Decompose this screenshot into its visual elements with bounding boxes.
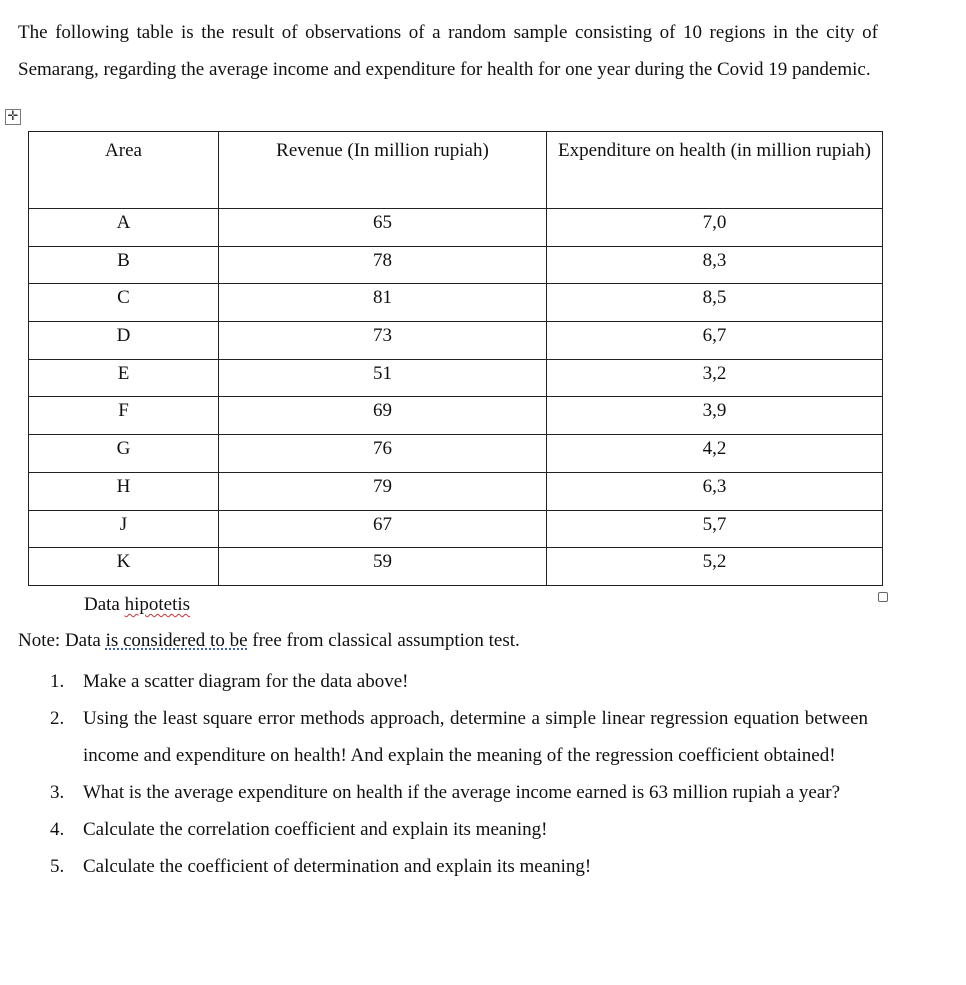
- cell-area: D: [29, 322, 219, 360]
- cell-revenue: 76: [219, 435, 547, 473]
- question-text: Make a scatter diagram for the data above!: [83, 671, 409, 692]
- assumption-note: [18, 630, 520, 652]
- cell-area: G: [29, 435, 219, 473]
- intro-paragraph: The following table is the result of observations of a random sample consisting of 10 regions in the city of Semarang, regarding the average income and expenditure for health for one year during the Covid 19 pandemic.: [18, 22, 878, 80]
- cell-expenditure: 6,7: [547, 322, 883, 360]
- table-row: [29, 246, 883, 284]
- table-move-handle-icon[interactable]: ✛: [5, 109, 21, 125]
- cell-expenditure: 8,3: [547, 246, 883, 284]
- cell-area: F: [29, 397, 219, 435]
- question-text: Calculate the correlation coefficient and explain its meaning!: [83, 819, 548, 840]
- table-row: [29, 284, 883, 322]
- cell-revenue: 81: [219, 284, 547, 322]
- list-item: [50, 700, 868, 774]
- cell-expenditure: 7,0: [547, 209, 883, 247]
- table-row: [29, 359, 883, 397]
- table-header-row: [29, 132, 883, 209]
- cell-revenue: 65: [219, 209, 547, 247]
- cell-area: K: [29, 548, 219, 586]
- data-note-word: hipotetis: [124, 594, 191, 615]
- cell-revenue: 73: [219, 322, 547, 360]
- cell-expenditure: 6,3: [547, 472, 883, 510]
- cell-area: H: [29, 472, 219, 510]
- note-dotted-phrase: is considered to be: [105, 630, 248, 651]
- cell-revenue: 51: [219, 359, 547, 397]
- question-number: 2.: [50, 708, 65, 729]
- table-row: [29, 510, 883, 548]
- question-number: 1.: [50, 671, 65, 692]
- header-area: Area: [29, 132, 219, 209]
- cell-revenue: 79: [219, 472, 547, 510]
- question-number: 5.: [50, 856, 65, 877]
- cell-area: J: [29, 510, 219, 548]
- question-list: [50, 663, 868, 885]
- cell-revenue: 59: [219, 548, 547, 586]
- cell-expenditure: 3,2: [547, 359, 883, 397]
- note-prefix: Note: Data: [18, 630, 106, 651]
- list-item: [50, 774, 868, 811]
- header-revenue: Revenue (In million rupiah): [219, 132, 547, 209]
- question-text: Calculate the coefficient of determination and explain its meaning!: [83, 856, 592, 877]
- table-row: [29, 397, 883, 435]
- question-text: What is the average expenditure on health if the average income earned is 63 million rupiah a year?: [83, 782, 841, 803]
- data-note-prefix: Data: [84, 594, 125, 615]
- question-number: 3.: [50, 782, 65, 803]
- header-expenditure: Expenditure on health (in million rupiah): [547, 132, 883, 209]
- cell-revenue: 78: [219, 246, 547, 284]
- cell-area: A: [29, 209, 219, 247]
- cell-expenditure: 5,7: [547, 510, 883, 548]
- table-row: [29, 322, 883, 360]
- list-item: [50, 663, 868, 700]
- data-source-note: [84, 594, 190, 616]
- cell-revenue: 69: [219, 397, 547, 435]
- cell-expenditure: 3,9: [547, 397, 883, 435]
- note-suffix: free from classical assumption test.: [247, 630, 520, 651]
- cell-area: B: [29, 246, 219, 284]
- table-row: [29, 472, 883, 510]
- table-resize-handle[interactable]: [878, 592, 888, 602]
- list-item: [50, 811, 868, 848]
- cell-revenue: 67: [219, 510, 547, 548]
- data-table: [28, 131, 883, 586]
- question-text: Using the least square error methods approach, determine a simple linear regression equation between income and expenditure on health! And explain the meaning of the regression coefficient obtained!: [83, 708, 868, 766]
- list-item: [50, 848, 868, 885]
- table-row: [29, 209, 883, 247]
- cell-area: E: [29, 359, 219, 397]
- question-number: 4.: [50, 819, 65, 840]
- table-row: [29, 548, 883, 586]
- cell-area: C: [29, 284, 219, 322]
- cell-expenditure: 4,2: [547, 435, 883, 473]
- cell-expenditure: 8,5: [547, 284, 883, 322]
- table-row: [29, 435, 883, 473]
- cell-expenditure: 5,2: [547, 548, 883, 586]
